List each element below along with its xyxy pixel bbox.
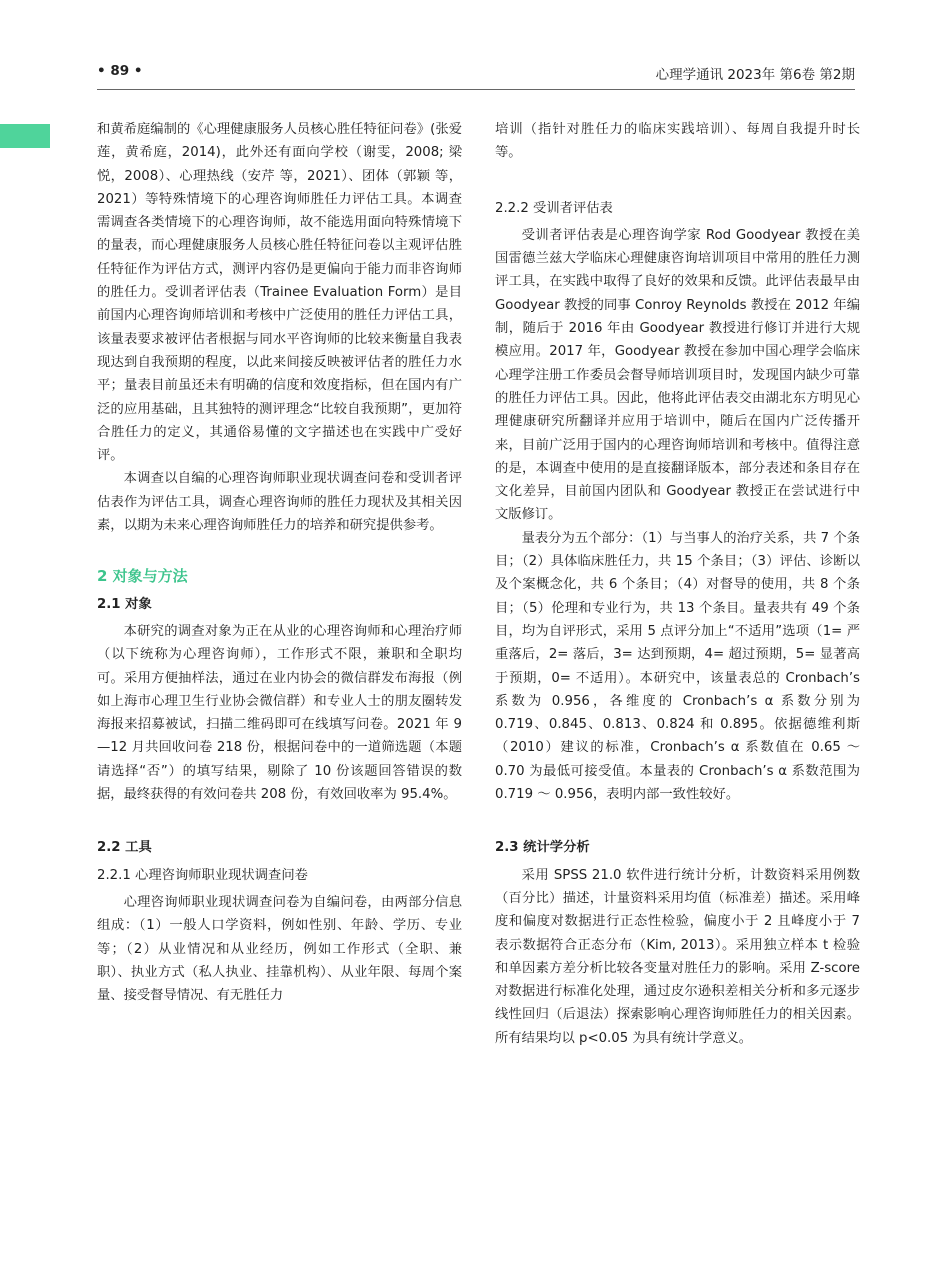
running-header: [97, 63, 855, 85]
paragraph: 量表分为五个部分：（1）与当事人的治疗关系，共 7 个条目；（2）具体临床胜任力，共 15 个条目；（3）评估、诊断以及个案概念化，共 6 个条目；（4）对督导的使用，共 8 个条目；（5）伦理和专业行为，共 13 个条目。量表共有 49 个条目，均为自评形式，采用 5 点评分加上“不适用”选项（1= 严重落后，2= 落后，3= 达到预期，4= 超过预期，5= 显著高于预期，0= 不适用）。本研究中，该量表总的 Cronbach’s 系数为 0.956，各维度的 Cronbach’s α 系数分别为 0.719、0.845、0.813、0.824 和 0.895。依据德维利斯（2010）建议的标准，Cronbach’s α 系数值在 0.65 ～ 0.70 为最低可接受值。本量表的 Cronbach’s α 系数范围为 0.719 ～ 0.956，表明内部一致性较好。: [495, 530, 860, 803]
paragraph: 心理咨询师职业现状调查问卷为自编问卷，由两部分信息组成：（1）一般人口学资料，例如性别、年龄、学历、专业等；（2）从业情况和从业经历，例如工作形式（全职、兼职）、执业方式（私人执业、挂靠机构）、从业年限、每周个案量、接受督导情况、有无胜任力: [97, 894, 462, 1004]
paragraph: 本调查以自编的心理咨询师职业现状调查问卷和受训者评估表作为评估工具，调查心理咨询师的胜任力现状及其相关因素，以期为未来心理咨询师胜任力的培养和研究提供参考。: [97, 471, 462, 534]
journal-info: 心理学通讯 2023年 第6卷 第2期: [655, 67, 855, 83]
section-tab-marker: [0, 124, 50, 148]
paragraph: 和黄希庭编制的《心理健康服务人员核心胜任特征问卷》(张爱莲，黄希庭，2014)，此外还有面向学校（谢雯，2008; 梁悦，2008）、心理热线（安芹 等，2021）、团体（郭颖 等，2021）等特殊情境下的心理咨询师胜任力评估工具。本调查需调查各类情境下的心理咨询师，故不能选用面向特殊情境下的量表，而心理健康服务人员核心胜任特征问卷以主观评估胜任特征作为评估方式，测评内容仍是更偏向于能力而非咨询师的胜任力。受训者评估表（Trainee Evaluation Form）是目前国内心理咨询师培训和考核中广泛使用的胜任力评估工具，该量表要求被评估者根据与同水平咨询师的比较来衡量自我表现达到自我预期的程度，以此来间接反映被评估者的胜任力水平；量表目前虽还未有明确的信度和效度指标，但在国内有广泛的应用基础，且其独特的测评理念“比较自我预期”，更加符合胜任力的定义，其通俗易懂的文字描述也在实践中广受好评。: [97, 122, 462, 464]
paragraph: 受训者评估表是心理咨询学家 Rod Goodyear 教授在美国雷德兰兹大学临床心理健康咨询培训项目中常用的胜任力测评工具，在实践中取得了良好的效果和反馈。此评估表最早由 Goodyear 教授的同事 Conroy Reynolds 教授在 2012 年编制，随后于 2016 年由 Goodyear 教授进行修订并进行大规模应用。2017 年，Goodyear 教授在参加中国心理学会临床心理学注册工作委员会督导师培训项目时，发现国内缺少可靠的胜任力评估工具。因此，他将此评估表交由湖北东方明见心理健康研究所翻译并应用于培训中，随后在国内广泛传播开来，目前广泛用于国内的心理咨询师培训和考核中。值得注意的是，本调查中使用的是直接翻译版本，部分表述和条目存在文化差异，目前国内团队和 Goodyear 教授正在尝试进行中文版修订。: [495, 227, 860, 523]
left-column: [97, 118, 462, 1007]
right-column: [495, 118, 860, 1050]
subsubsection-heading: 2.2.1 心理咨询师职业现状调查问卷: [97, 867, 308, 883]
paragraph: 培训（指针对胜任力的临床实践培训）、每周自我提升时长等。: [495, 122, 860, 161]
paragraph: 本研究的调查对象为正在从业的心理咨询师和心理治疗师（以下统称为心理咨询师），工作形式不限，兼职和全职均可。采用方便抽样法，通过在业内协会的微信群发布海报（例如上海市心理卫生行业协会微信群）和专业人士的朋友圈转发海报来招募被试，扫描二维码即可在线填写问卷。2021 年 9—12 月共回收问卷 218 份，根据问卷中的一道筛选题（本题请选择“否”）的填写结果，剔除了 10 份该题回答错误的数据，最终获得的有效问卷共 208 份，有效回收率为 95.4%。: [97, 623, 462, 803]
section-heading: 2 对象与方法: [97, 567, 188, 586]
header-rule: [97, 89, 855, 90]
subsection-heading: 2.3 统计学分析: [495, 840, 590, 856]
subsubsection-heading: 2.2.2 受训者评估表: [495, 200, 613, 216]
subsection-heading: 2.2 工具: [97, 840, 152, 856]
subsection-heading: 2.1 对象: [97, 596, 152, 612]
paragraph: 采用 SPSS 21.0 软件进行统计分析，计数资料采用例数（百分比）描述，计量资料采用均值（标准差）描述。采用峰度和偏度对数据进行正态性检验，偏度小于 2 且峰度小于 7 表示数据符合正态分布（Kim, 2013）。采用独立样本 t 检验和单因素方差分析比较各变量对胜任力的影响。采用 Z-score 对数据进行标准化处理，通过皮尔逊积差相关分析和多元逐步线性回归（后退法）探索影响心理咨询师胜任力的相关因素。所有结果均以 p<0.05 为具有统计学意义。: [495, 867, 860, 1046]
page-number: • 89 •: [97, 63, 143, 79]
